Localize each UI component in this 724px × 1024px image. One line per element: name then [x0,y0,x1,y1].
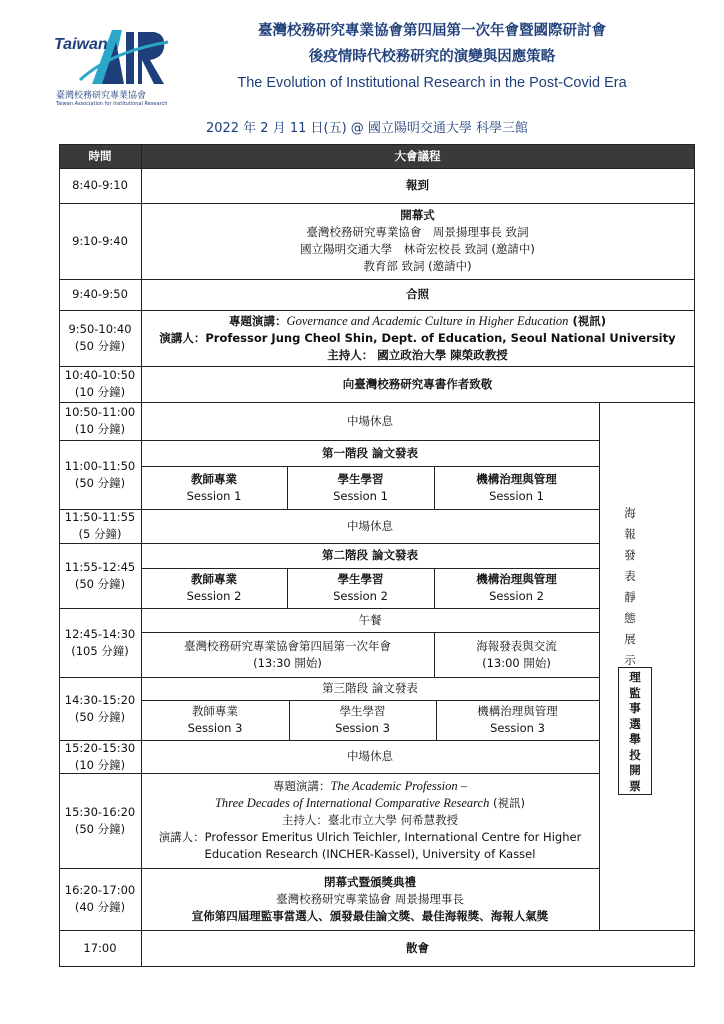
meeting-time: (13:30 開始) [253,655,322,670]
poster-exchange [434,632,599,677]
air-logo-mark [50,22,170,92]
vertical-char: 報 [624,527,636,541]
poster-exhibit-vertical [620,503,640,671]
col-header-time: 時間 [88,148,112,163]
time-range: 14:30-15:20 [64,692,136,707]
track-label: 教師專業 [192,704,238,718]
keynote-speaker: 演講人：Professor Jung Cheol Shin, Dept. of Education, Seoul National University [159,330,676,345]
time-range: 15:30-16:20 [64,804,136,819]
time-range: 11:00-11:50 [64,458,136,473]
session-stage-3: 第三階段 論文發表 [322,681,418,695]
track-label: 教師專業 [191,471,237,486]
logo-chinese-name: 臺灣校務研究專業協會 [56,91,147,101]
track-label: 機構治理與管理 [477,704,558,718]
row-time: 8:40-9:10 [72,178,128,192]
vertical-char: 票 [629,778,641,793]
keynote-host: 主持人：臺北市立大學 何希慧教授 [281,813,459,827]
table-border-top [59,144,695,145]
page-header [172,18,692,96]
row-time [59,773,141,868]
keynote-title: The Academic Profession – [330,779,467,793]
row-time: 17:00 [83,940,117,955]
vertical-char: 開 [629,763,641,777]
vertical-char: 理 [629,670,641,684]
vertical-char: 表 [624,569,636,583]
opening-title: 開幕式 [400,208,435,222]
vertical-char: 選 [629,716,641,731]
break: 中場休息 [347,749,393,763]
keynote-speaker-cont: Education Research (INCHER-Kassel), University of Kassel [204,847,536,861]
logo-english-name: Taiwan Association for Institutional Research [56,101,168,107]
registration: 報到 [406,178,429,192]
duration: (50 分鐘) [74,339,126,353]
session-label: Session 3 [187,721,243,735]
session-label: Session 1 [333,488,388,503]
row-time: 9:10-9:40 [72,233,128,248]
conference-theme-english: The Evolution of Institutional Research in the Post-Covid Era [237,75,627,91]
session-label: Session 1 [186,488,242,503]
keynote-1 [141,310,694,366]
meeting-title: 臺灣校務研究專業協會第四屆第一次年會 [184,638,391,653]
keynote-title: Governance and Academic Culture in Higher Education [286,313,569,328]
poster-time: (13:00 開始) [482,655,551,670]
time-range: 12:45-14:30 [64,626,136,641]
row-time [59,608,141,677]
annual-meeting [141,632,434,677]
table-border-right [694,144,695,967]
session-label: Session 2 [333,589,388,603]
duration: (10 分鐘) [74,422,126,436]
group-photo: 合照 [406,287,429,301]
session-label: Session 3 [490,721,545,735]
table-border-bottom [59,966,695,967]
vertical-char: 舉 [629,732,641,746]
time-range: 11:50-11:55 [64,510,136,524]
duration: (50 分鐘) [74,576,126,591]
session-student [289,700,436,740]
opening-speech: 教育部 致詞 (邀請中) [363,259,472,273]
lunch: 午餐 [358,612,382,627]
election-vertical [618,667,652,794]
row-time [59,366,141,402]
session-teacher [141,466,287,509]
duration: (105 分鐘) [71,643,129,658]
session-label: Session 2 [489,589,544,603]
vertical-char: 示 [624,653,636,667]
track-label: 教師專業 [191,572,237,586]
session-label: Session 1 [489,488,544,503]
row-time [59,543,141,608]
duration: (50 分鐘) [74,475,126,490]
track-label: 學生學習 [337,572,384,586]
vertical-char: 發 [624,548,636,562]
time-range: 10:40-10:50 [64,368,136,382]
session-governance [434,568,599,608]
session-stage-1: 第一階段 論文發表 [321,445,418,460]
time-range: 10:50-11:00 [64,405,136,419]
row-time [59,740,141,773]
duration: (50 分鐘) [74,821,126,836]
association-logo [50,22,170,114]
vertical-char: 靜 [624,590,636,604]
session-label: Session 2 [186,589,242,603]
vertical-char: 投 [629,747,641,762]
track-label: 機構治理與管理 [476,471,557,486]
vertical-char: 監 [629,685,641,700]
row-time [59,402,141,440]
keynote-tag: (視訊) [568,313,606,328]
adjourn: 散會 [406,940,429,955]
keynote-label: 專題演講： [229,313,287,328]
logo-word: Taiwan [54,36,108,53]
track-label: 學生學習 [337,471,384,486]
row-time [59,509,141,543]
time-range: 15:20-15:30 [64,740,136,755]
keynote-title-cont: Three Decades of International Comparative Research [214,796,490,810]
duration: (5 分鐘) [78,527,122,541]
session-label: Session 3 [335,721,390,735]
session-teacher [141,568,287,608]
time-range: 9:50-10:40 [68,322,132,336]
conference-theme: 後疫情時代校務研究的演變與因應策略 [308,49,556,65]
opening-ceremony [141,203,694,279]
row-time: 9:40-9:50 [72,287,128,301]
closing-speaker: 臺灣校務研究專業協會 周景揚理事長 [276,891,464,906]
keynote-2 [141,773,599,868]
time-range: 16:20-17:00 [64,883,136,897]
track-label: 機構治理與管理 [476,572,557,586]
session-student [287,466,434,509]
side-column-divider [599,402,600,930]
poster-title: 海報發表與交流 [476,638,557,653]
row-time [59,310,141,366]
keynote-host: 主持人： 國立政治大學 陳榮政教授 [327,347,508,362]
author-tribute: 向臺灣校務研究專書作者致敬 [342,376,493,391]
duration: (10 分鐘) [74,385,126,399]
closing-ceremony [141,868,599,930]
col-header-agenda: 大會議程 [394,148,441,163]
opening-speech: 國立陽明交通大學 林奇宏校長 致詞 (邀請中) [300,242,535,256]
vertical-char: 事 [629,701,641,715]
duration: (10 分鐘) [74,757,126,772]
keynote-label: 專題演講： [273,779,331,793]
vertical-char: 海 [624,506,636,520]
break: 中場休息 [347,518,393,533]
track-label: 學生學習 [339,704,386,718]
duration: (50 分鐘) [74,709,126,724]
conference-title: 臺灣校務研究專業協會第四屆第一次年會暨國際研討會 [258,23,606,39]
break: 中場休息 [347,413,393,428]
session-teacher [141,700,289,740]
keynote-tag: (視訊) [489,796,525,810]
opening-speech: 臺灣校務研究專業協會 周景揚理事長 致詞 [306,225,529,239]
row-time [59,677,141,740]
closing-awards: 宣佈第四屆理監事當選人、頒發最佳論文獎、最佳海報獎、海報人氣獎 [191,908,549,923]
vertical-char: 態 [624,611,636,625]
duration: (40 分鐘) [74,900,126,914]
closing-title: 閉幕式暨頒獎典禮 [324,874,416,889]
session-governance [434,466,599,509]
row-time [59,440,141,509]
keynote-speaker: 演講人：Professor Emeritus Ulrich Teichler, International Centre for Higher [158,830,582,844]
event-date-location: 2022 年 2 月 11 日(五) @ 國立陽明交通大學 科學三館 [205,121,529,136]
session-governance [436,700,599,740]
session-stage-2: 第二階段 論文發表 [321,548,418,562]
time-range: 11:55-12:45 [64,559,136,574]
row-time [59,868,141,930]
vertical-char: 展 [624,632,636,646]
session-student [287,568,434,608]
